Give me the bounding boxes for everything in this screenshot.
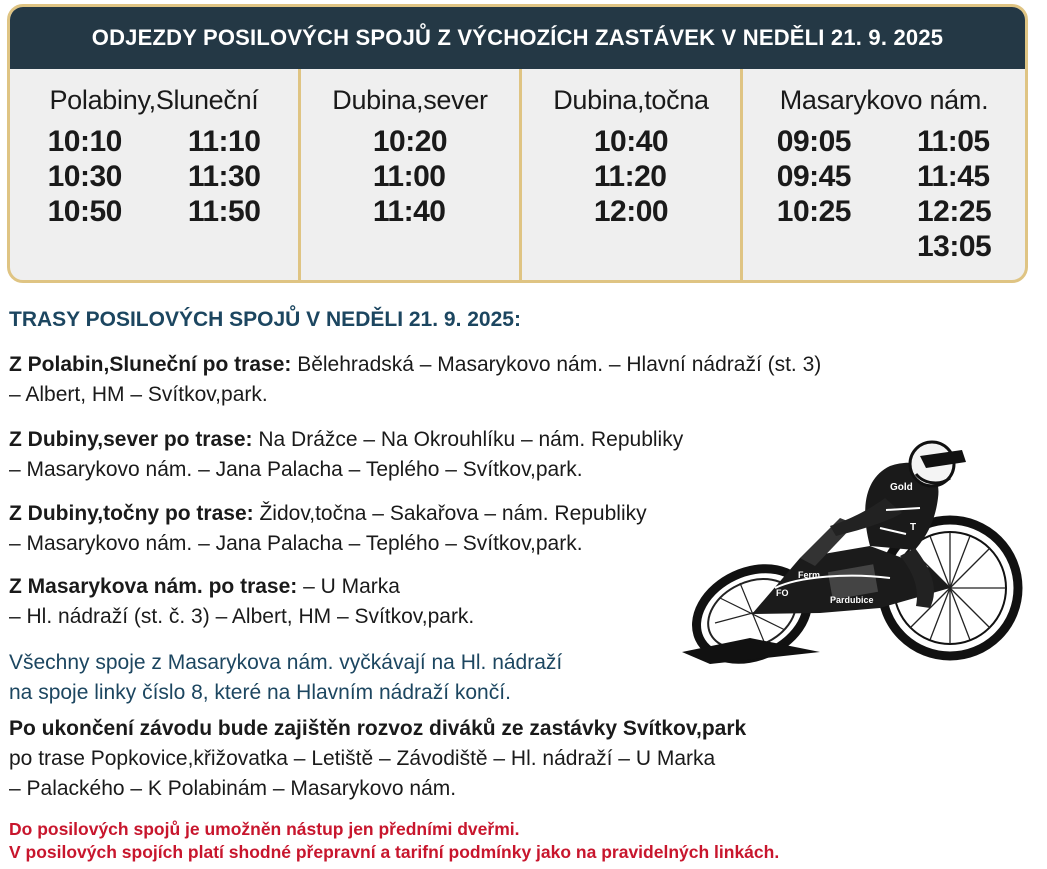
route-polabiny [9, 350, 821, 410]
connection-note [9, 648, 562, 708]
stop-columns [10, 69, 1025, 280]
departure-time: 10:25 [776, 195, 851, 228]
after-race-note [9, 714, 746, 804]
note-heading: Po ukončení závodu bude zajištěn rozvoz diváků ze zastávky Svítkov,park [9, 717, 747, 740]
speedway-rider-illustration [680, 438, 1030, 670]
departure-time: 13:05 [917, 230, 992, 263]
departure-time: 10:50 [47, 195, 122, 228]
route-line: Židov,točna – Sakařova – nám. Republiky [253, 502, 647, 525]
departure-time: 09:05 [776, 125, 851, 158]
routes-title: TRASY POSILOVÝCH SPOJŮ V NEDĚLI 21. 9. 2025: [9, 308, 521, 331]
sponsor-label: FO [776, 588, 789, 598]
departures-panel [7, 4, 1028, 283]
warning-line: V posilových spojích platí shodné přepravní a tarifní podmínky jako na pravidelných linkách. [9, 842, 780, 862]
warning-line: Do posilových spojů je umožněn nástup jen předními dveřmi. [9, 819, 520, 839]
sponsor-label: Pardubice [830, 595, 874, 605]
stop-name: Dubina,sever [332, 85, 488, 115]
stop-dubina-tocna [522, 69, 743, 280]
departure-time: 10:10 [47, 125, 122, 158]
route-masarykovo [9, 572, 474, 632]
route-line: – Masarykovo nám. – Jana Palacha – Teplého – Svítkov,park. [9, 532, 583, 555]
route-label: Z Masarykova nám. po trase: [9, 575, 298, 598]
note-line: na spoje linky číslo 8, které na Hlavním nádraží končí. [9, 681, 511, 704]
departure-time: 12:00 [593, 195, 669, 228]
route-line: Bělehradská – Masarykovo nám. – Hlavní nádraží (st. 3) [291, 353, 822, 376]
departure-time: 09:45 [776, 160, 851, 193]
stop-name: Masarykovo nám. [779, 85, 989, 115]
route-line: – Hl. nádraží (st. č. 3) – Albert, HM – Svítkov,park. [9, 605, 475, 628]
departure-time: 11:30 [187, 160, 261, 193]
departure-time: 11:05 [917, 125, 990, 158]
sponsor-label: Gold [890, 482, 913, 493]
sponsor-label: T [910, 522, 917, 533]
stop-name: Dubina,točna [553, 85, 709, 115]
boarding-warning [9, 818, 779, 864]
departure-time: 10:30 [47, 160, 122, 193]
note-line: – Palackého – K Polabinám – Masarykovo nám. [9, 777, 457, 800]
departure-time: 11:00 [372, 160, 446, 193]
note-line: po trase Popkovice,křižovatka – Letiště – Závodiště – Hl. nádraží – U Marka [9, 747, 716, 770]
stop-dubina-sever [301, 69, 522, 280]
departure-time: 10:20 [372, 125, 448, 158]
route-line: – U Marka [297, 575, 400, 598]
route-dubina-sever [9, 425, 683, 485]
panel-title: ODJEZDY POSILOVÝCH SPOJŮ Z VÝCHOZÍCH ZASTÁVEK V NEDĚLI 21. 9. 2025 [10, 7, 1025, 69]
departure-time: 11:10 [187, 125, 261, 158]
route-line: Na Drážce – Na Okrouhlíku – nám. Republiky [252, 428, 684, 451]
departure-time: 11:45 [917, 160, 990, 193]
departure-time: 11:20 [593, 160, 667, 193]
stop-masarykovo [743, 69, 1025, 280]
stop-name: Polabiny,Sluneční [49, 85, 259, 115]
stop-polabiny [10, 69, 301, 280]
route-label: Z Dubiny,sever po trase: [9, 428, 253, 451]
departure-time: 11:40 [372, 195, 446, 228]
departure-time: 12:25 [917, 195, 992, 228]
route-line: – Albert, HM – Svítkov,park. [9, 383, 268, 406]
route-label: Z Polabin,Sluneční po trase: [9, 353, 292, 376]
departure-time: 10:40 [593, 125, 669, 158]
note-line: Všechny spoje z Masarykova nám. vyčkávají na Hl. nádraží [9, 651, 563, 674]
sponsor-label: Ferm [798, 570, 821, 580]
route-line: – Masarykovo nám. – Jana Palacha – Teplého – Svítkov,park. [9, 458, 583, 481]
route-label: Z Dubiny,točny po trase: [9, 502, 254, 525]
departure-time: 11:50 [187, 195, 261, 228]
route-dubina-tocna [9, 499, 647, 559]
